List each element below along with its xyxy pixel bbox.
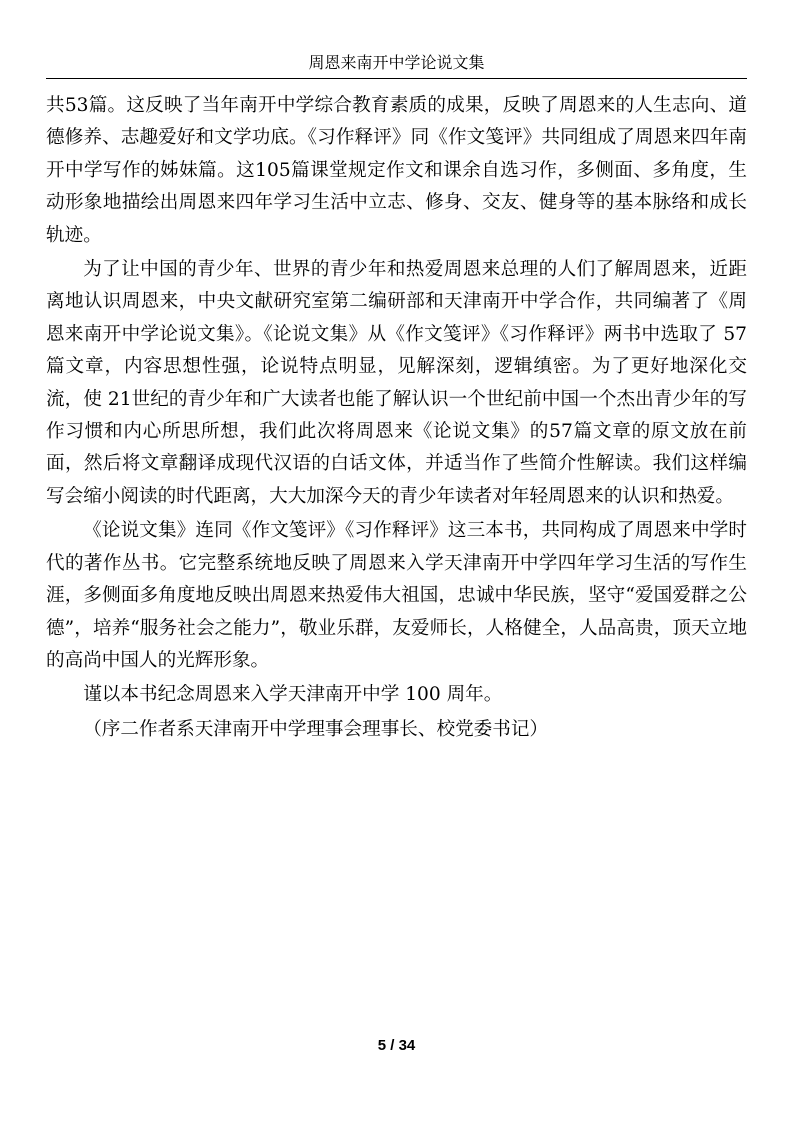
- page-number: [0, 1037, 793, 1054]
- header-title: 周恩来南开中学论说文集: [308, 53, 485, 72]
- page-number-text: 5 / 34: [377, 1037, 416, 1054]
- paragraph: 《论说文集》连同《作文笺评》《习作释评》这三本书，共同构成了周恩来中学时代的著作丛书。它完整系统地反映了周恩来入学天津南开中学四年学习生活的写作生涯，多侧面多角度地反映出周恩来热爱伟大祖国，忠诚中华民族，坚守“爱国爱群之公德”，培养“服务社会之能力”，敬业乐群，友爱师长，人格健全，人品高贵，顶天立地的高尚中国人的光辉形象。: [46, 520, 747, 671]
- page-header: [46, 54, 747, 79]
- paragraph-author-note: （序二作者系天津南开中学理事会理事长、校党委书记）: [83, 718, 549, 740]
- paragraph-continuation: 共53篇。这反映了当年南开中学综合教育素质的成果，反映了周恩来的人生志向、道德修养、志趣爱好和文学功底。《习作释评》同《作文笺评》共同组成了周恩来四年南开中学写作的姊妹篇。这105篇课堂规定作文和课余自选习作，多侧面、多角度，生动形象地描绘出周恩来四年学习生活中立志、修身、交友、健身等的基本脉络和成长轨迹。: [46, 95, 747, 246]
- body-text: [46, 90, 747, 748]
- paragraph: 为了让中国的青少年、世界的青少年和热爱周恩来总理的人们了解周恩来，近距离地认识周恩来，中央文献研究室第二编研部和天津南开中学合作，共同编著了《周恩来南开中学论说文集》。《论说文集》从《作文笺评》《习作释评》两书中选取了 57 篇文章，内容思想性强，论说特点明显，见解深刻，逻辑缜密。为了更好地深化交流，使 21世纪的青少年和广大读者也能了解认识一个世纪前中国一个杰出青少年的写作习惯和内心所思所想，我们此次将周恩来《论说文集》的57篇文章的原文放在前面，然后将文章翻译成现代汉语的白话文体，并适当作了些简介性解读。我们这样编写会缩小阅读的时代距离，大大加深今天的青少年读者对年轻周恩来的认识和热爱。: [46, 259, 747, 507]
- paragraph-dedication: 谨以本书纪念周恩来入学天津南开中学 100 周年。: [83, 684, 503, 706]
